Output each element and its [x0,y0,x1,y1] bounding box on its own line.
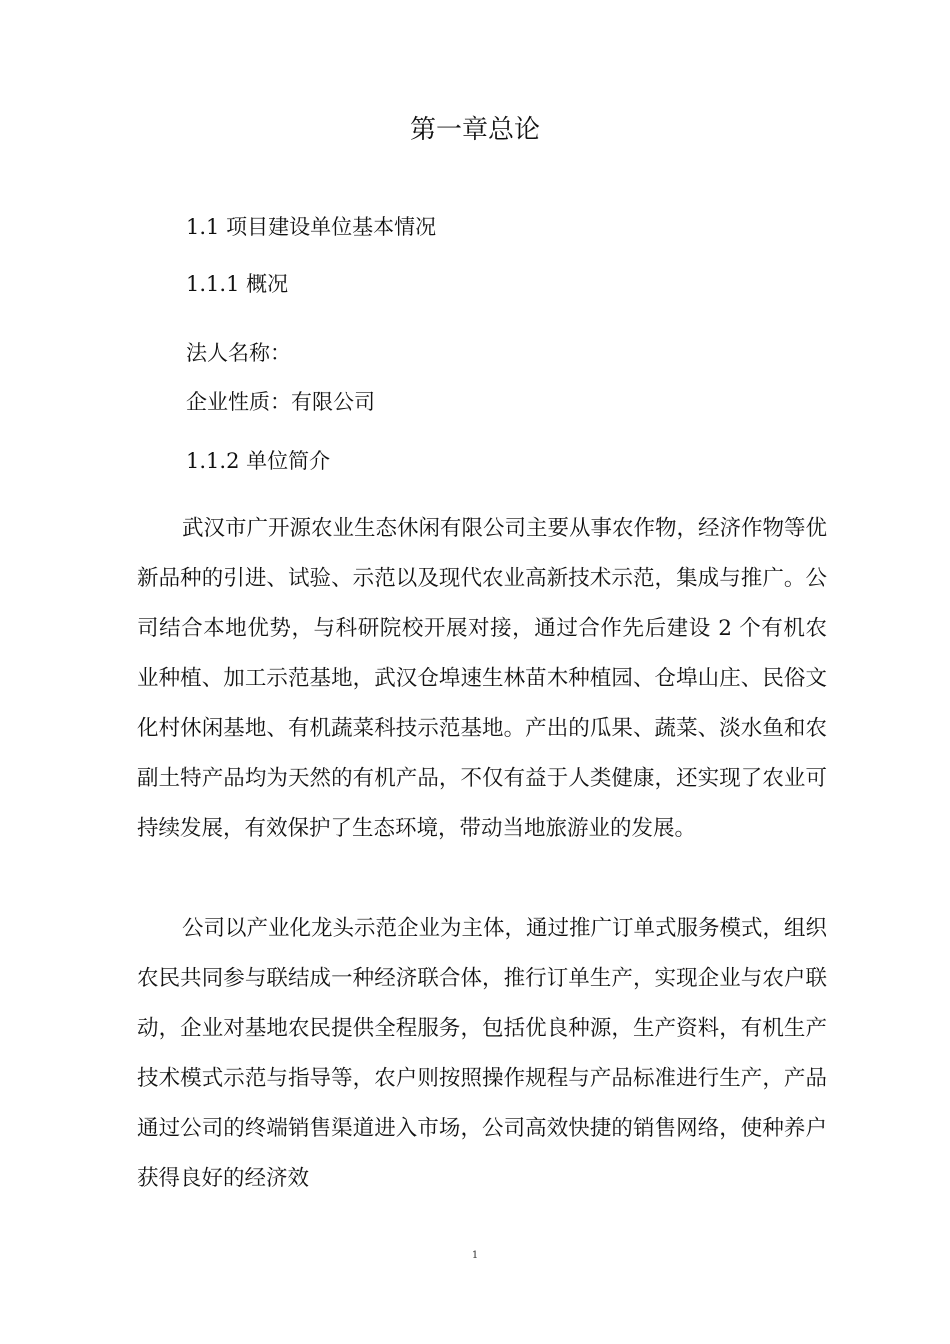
chapter-title: 第一章总论 [409,115,540,145]
page-number: 1 [471,1250,479,1261]
body-paragraph: 公司以产业化龙头示范企业为主体，通过推广订单式服务模式，组织农民共同参与联结成一种经济联合体，推行订单生产，实现企业与农户联动，企业对基地农民提供全程服务，包括优良种源，生产资料，有机生产技术模式示范与指导等，农户则按照操作规程与产品标准进行生产，产品通过公司的终端销售渠道进入市场，公司高效快捷的销售网络，使种养户获得良好的经济效 [137,916,828,1191]
legal-name-line: 法人名称： [186,341,291,365]
section-heading-1-1-2: 1.1.2 单位简介 [186,449,331,473]
body-paragraph: 武汉市广开源农业生态休闲有限公司主要从事农作物，经济作物等优新品种的引进、试验、示范以及现代农业高新技术示范，集成与推广。公司结合本地优势，与科研院校开展对接，通过合作先后建设 2 个有机农业种植、加工示范基地，武汉仓埠速生林苗木种植园、仓埠山庄、民俗文化村休闲基地、有机蔬菜科技示范基地。产出的瓜果、蔬菜、淡水鱼和农副土特产品均为天然的有机产品，不仅有益于人类健康，还实现了农业可持续发展，有效保护了生态环境，带动当地旅游业的发展。 [137,516,828,841]
section-heading-1-1: 1.1 项目建设单位基本情况 [186,215,437,239]
section-heading-1-1-1: 1.1.1 概况 [186,272,289,296]
enterprise-type-line: 企业性质：有限公司 [186,390,375,414]
